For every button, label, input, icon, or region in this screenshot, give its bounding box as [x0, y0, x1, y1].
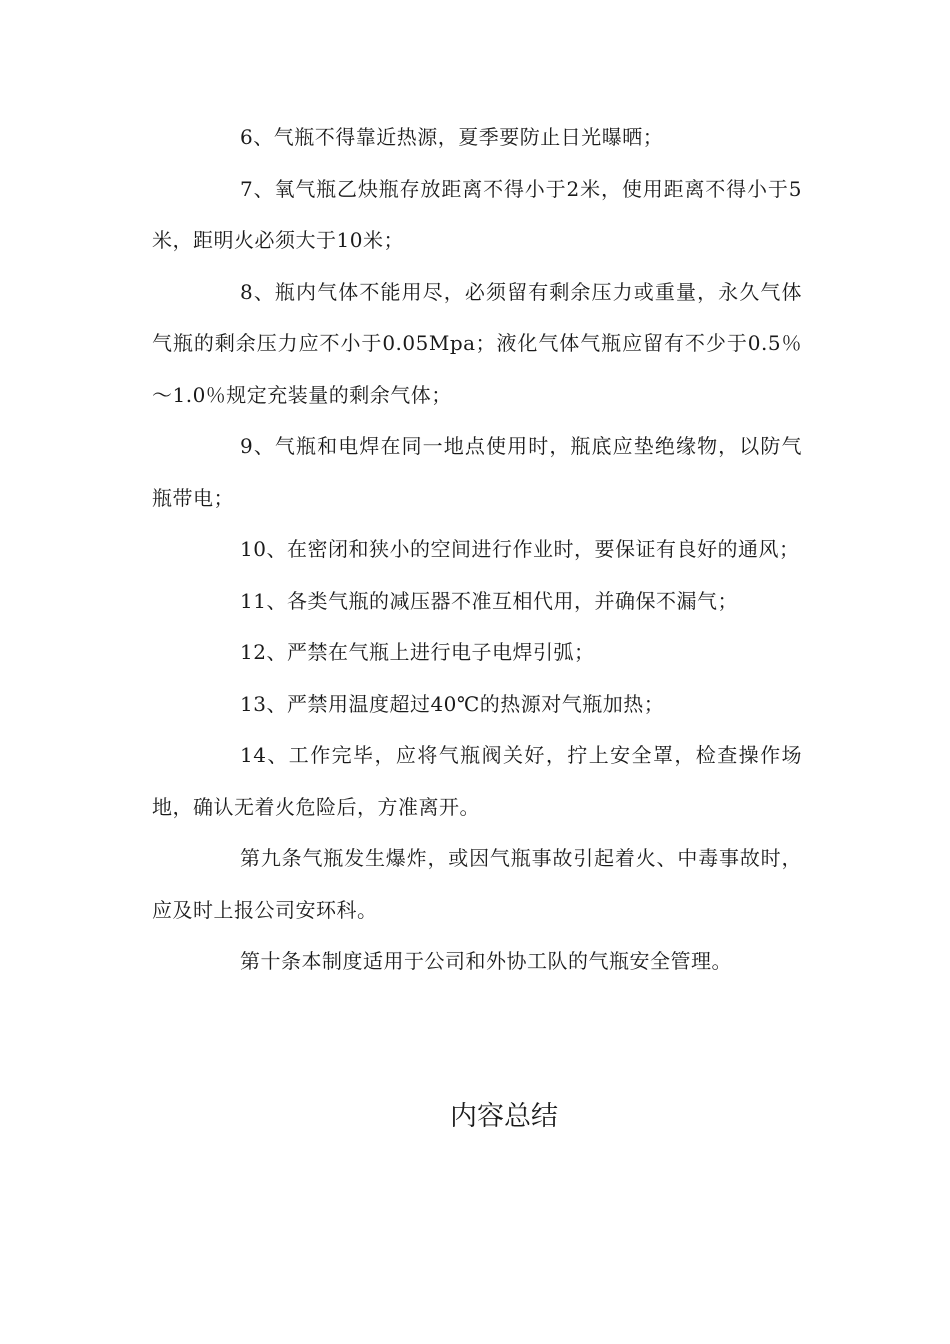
paragraph-item-9: 9、气瓶和电焊在同一地点使用时，瓶底应垫绝缘物，以防气瓶带电； [152, 434, 802, 510]
paragraph-item-8: 8、瓶内气体不能用尽，必须留有剩余压力或重量，永久气体气瓶的剩余压力应不小于0.05Mpa；液化气体气瓶应留有不少于0.5％～1.0％规定充装量的剩余气体； [152, 279, 802, 407]
section-title: 内容总结 [450, 1101, 558, 1132]
document-body [152, 112, 802, 988]
paragraph-item-11: 11、各类气瓶的减压器不准互相代用，并确保不漏气； [240, 588, 738, 613]
paragraph-item-12: 12、严禁在气瓶上进行电子电焊引弧； [240, 640, 595, 664]
paragraph-item-7: 7、氧气瓶乙炔瓶存放距离不得小于2米，使用距离不得小于5米，距明火必须大于10米； [152, 176, 802, 252]
paragraph-item-10: 10、在密闭和狭小的空间进行作业时，要保证有良好的通风； [240, 537, 800, 561]
article-9-paragraph: 第九条气瓶发生爆炸，或因气瓶事故引起着火、中毒事故时，应及时上报公司安环科。 [152, 846, 802, 922]
paragraph-item-13: 13、严禁用温度超过40℃的热源对气瓶加热； [240, 691, 665, 716]
article-10-paragraph: 第十条本制度适用于公司和外协工队的气瓶安全管理。 [240, 949, 732, 973]
paragraph-item-14: 14、工作完毕，应将气瓶阀关好，拧上安全罩，检查操作场地，确认无着火危险后，方准离开。 [152, 743, 802, 819]
paragraph-item-6: 6、气瓶不得靠近热源，夏季要防止日光曝晒； [240, 125, 664, 149]
